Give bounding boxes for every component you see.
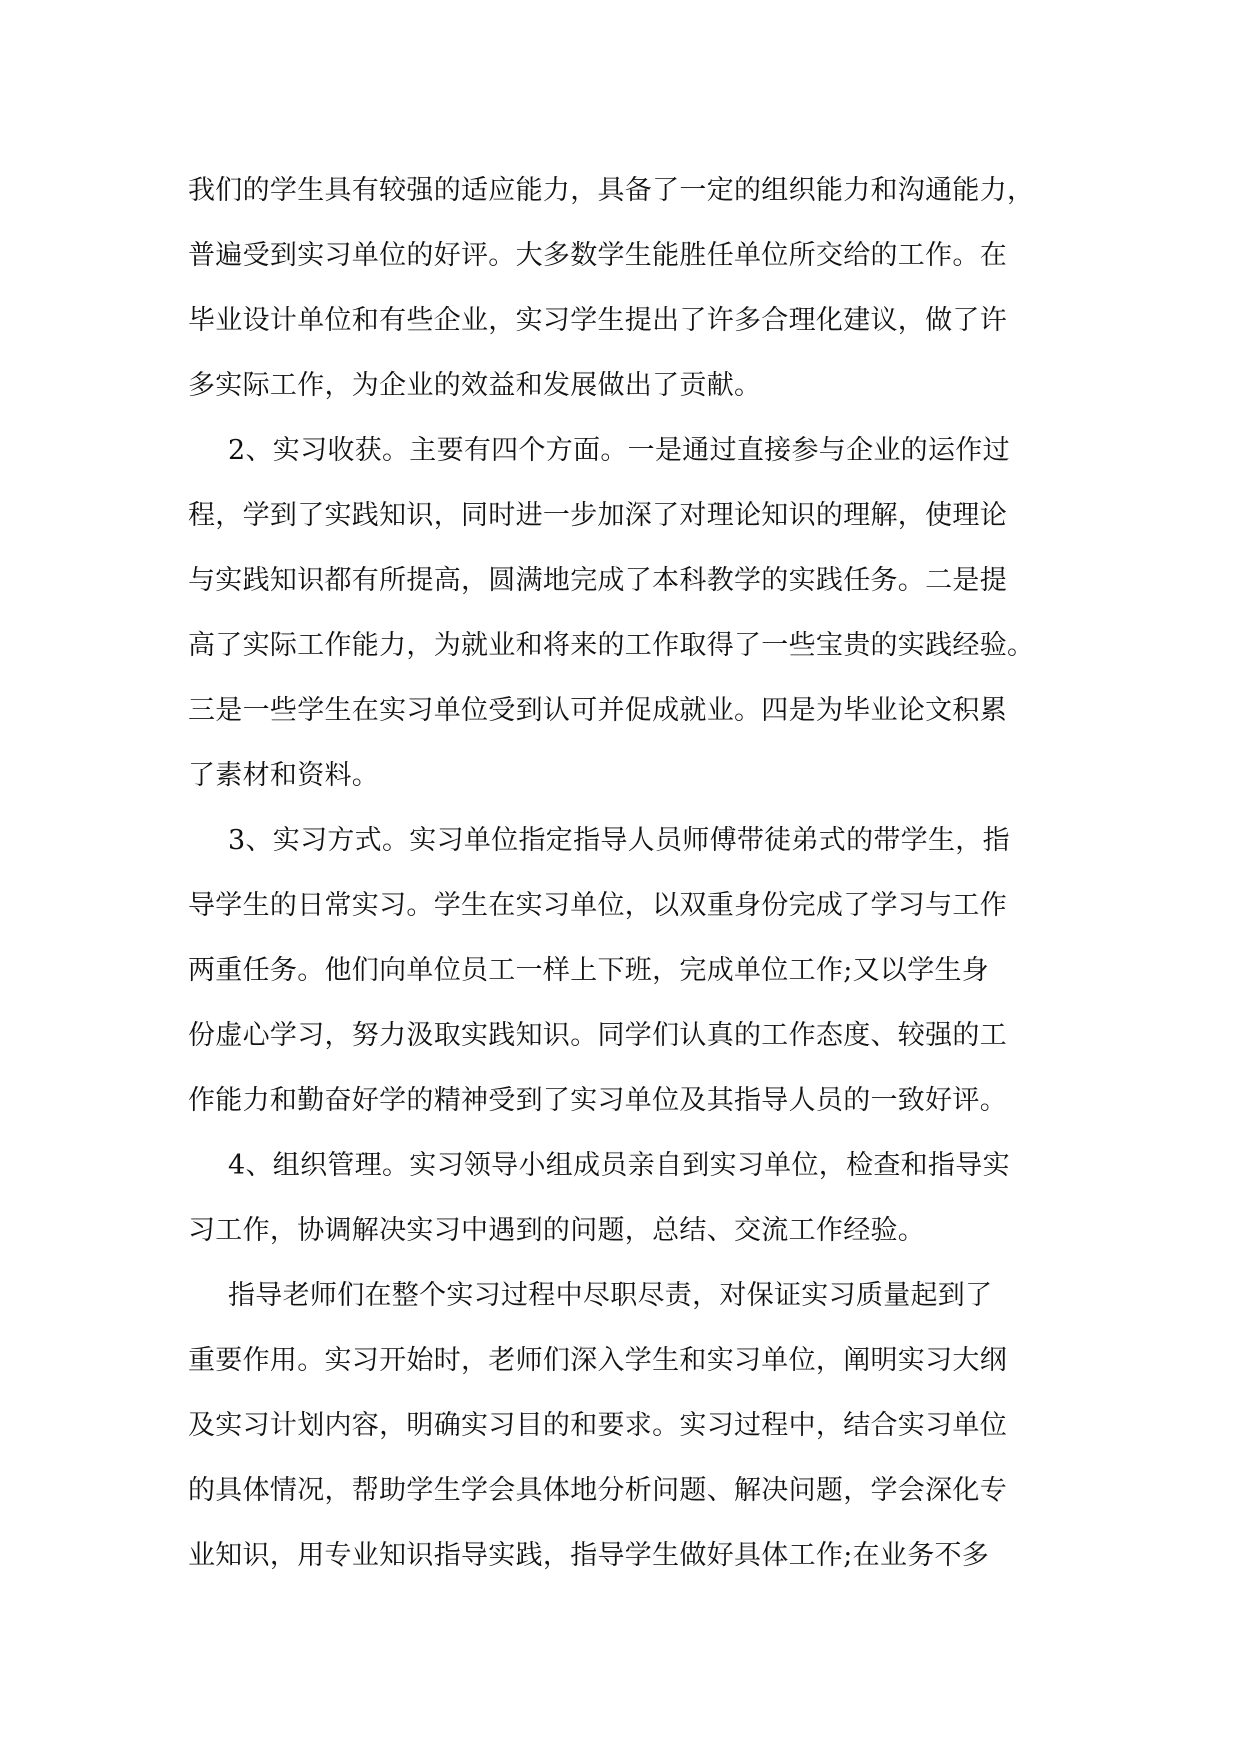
text-line: 作能力和勤奋好学的精神受到了实习单位及其指导人员的一致好评。 [188,1085,1007,1116]
text-line: 高了实际工作能力，为就业和将来的工作取得了一些宝贵的实践经验。 [188,630,1035,661]
text-line: 三是一些学生在实习单位受到认可并促成就业。四是为毕业论文积累 [188,695,1007,726]
text-line: 份虚心学习，努力汲取实践知识。同学们认真的工作态度、较强的工 [188,1020,1007,1051]
text-line: 及实习计划内容，明确实习目的和要求。实习过程中，结合实习单位 [188,1410,1007,1441]
document-body [188,158,1054,1588]
text-line: 我们的学生具有较强的适应能力，具备了一定的组织能力和沟通能力， [188,175,1035,206]
text-line: 程，学到了实践知识，同时进一步加深了对理论知识的理解，使理论 [188,500,1007,531]
paragraph-start-line: 2、实习收获。主要有四个方面。一是通过直接参与企业的运作过 [228,435,1010,466]
text-line: 习工作，协调解决实习中遇到的问题，总结、交流工作经验。 [188,1215,926,1246]
text-line: 多实际工作，为企业的效益和发展做出了贡献。 [188,370,762,401]
text-line: 毕业设计单位和有些企业，实习学生提出了许多合理化建议，做了许 [188,305,1007,336]
text-line: 了素材和资料。 [188,760,380,791]
paragraph-start-line: 3、实习方式。实习单位指定指导人员师傅带徒弟式的带学生，指 [228,825,1010,856]
text-line: 普遍受到实习单位的好评。大多数学生能胜任单位所交给的工作。在 [188,240,1007,271]
text-line: 重要作用。实习开始时，老师们深入学生和实习单位，阐明实习大纲 [188,1345,1007,1376]
paragraph-start-line: 指导老师们在整个实习过程中尽职尽责，对保证实习质量起到了 [228,1280,993,1311]
text-line: 导学生的日常实习。学生在实习单位，以双重身份完成了学习与工作 [188,890,1007,921]
text-line: 两重任务。他们向单位员工一样上下班，完成单位工作;又以学生身 [188,955,990,986]
paragraph-start-line: 4、组织管理。实习领导小组成员亲自到实习单位，检查和指导实 [228,1150,1010,1181]
text-line: 与实践知识都有所提高，圆满地完成了本科教学的实践任务。二是提 [188,565,1007,596]
text-line: 业知识，用专业知识指导实践，指导学生做好具体工作;在业务不多 [188,1540,990,1571]
text-line: 的具体情况，帮助学生学会具体地分析问题、解决问题，学会深化专 [188,1475,1007,1506]
